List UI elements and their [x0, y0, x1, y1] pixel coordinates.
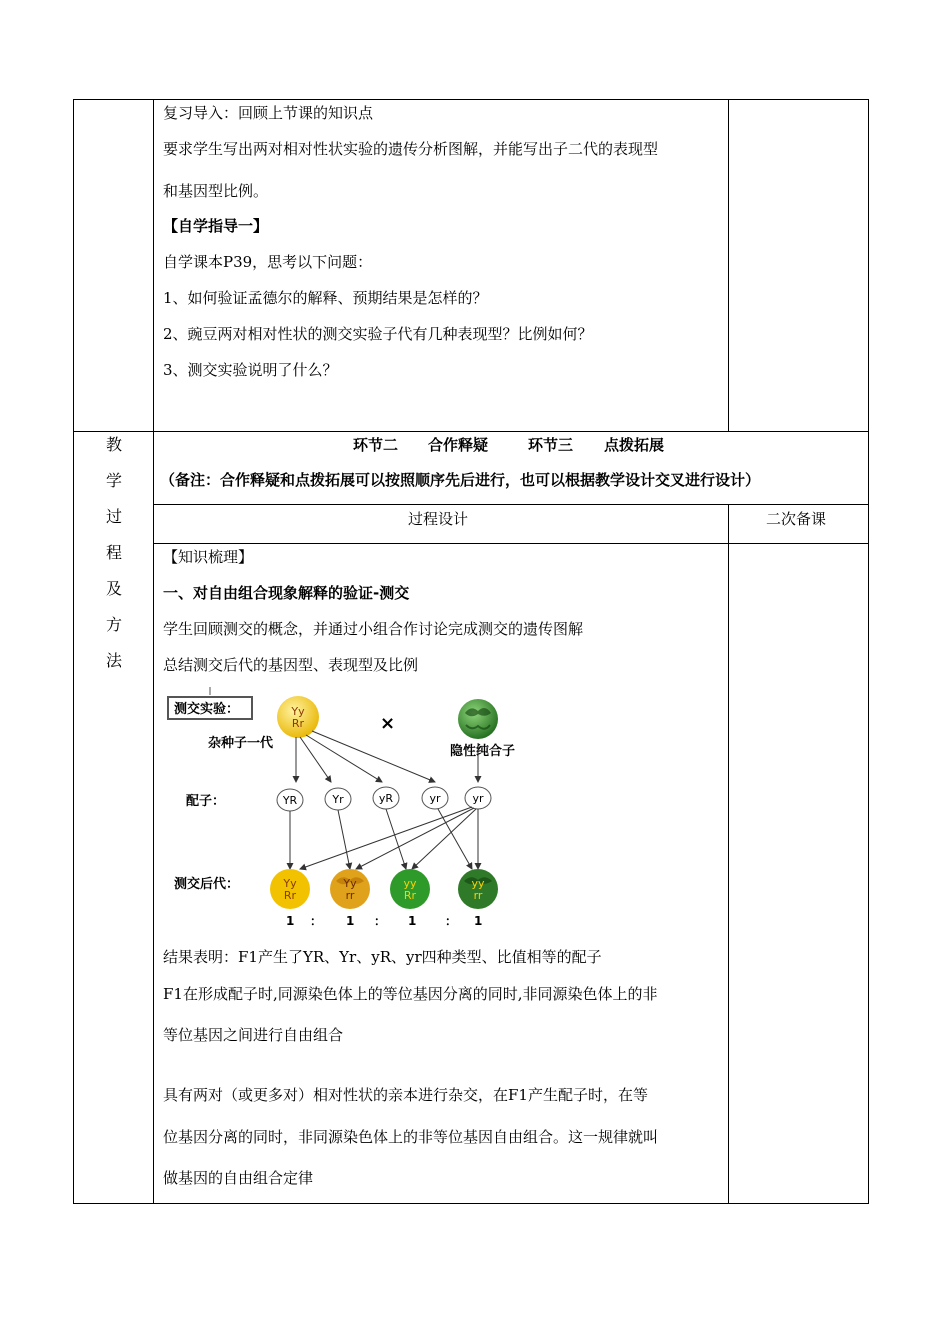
gamete-yr-1-label: yr	[429, 792, 441, 805]
section-title-a: 环节二	[353, 436, 399, 454]
guide-intro: 自学课本P39，思考以下问题：	[163, 253, 373, 271]
result-line-3: 等位基因之间进行自由组合	[163, 1026, 344, 1044]
side-label-char-7: 法	[105, 651, 122, 670]
ratio-sep-2: ：	[374, 914, 387, 928]
column-header-second-prep: 二次备课	[766, 510, 827, 528]
offspring-1-bottom: Rr	[283, 889, 297, 902]
knowledge-heading: 【知识梳理】	[163, 548, 254, 566]
f1-genotype-bottom: Rr	[291, 717, 305, 730]
table-border-top	[73, 99, 869, 100]
f1-genotype-top: Yy	[291, 705, 305, 718]
column-divider-1	[153, 99, 154, 1204]
ratio-sep-3: ：	[445, 914, 458, 928]
column-divider-2-top	[728, 99, 729, 432]
table-border-bottom	[73, 1203, 869, 1204]
row-divider-1	[73, 431, 869, 432]
section-title-d: 点拨拓展	[604, 436, 665, 454]
question-1: 1、如何验证孟德尔的解释、预期结果是怎样的？	[163, 289, 488, 307]
test-cross-label: 测交实验：	[174, 702, 240, 717]
column-divider-2-bottom	[728, 504, 729, 1204]
result-line-2: F1在形成配子时,同源染色体上的等位基因分离的同时,非同源染色体上的非	[163, 985, 658, 1003]
law-line-1: 具有两对（或更多对）相对性状的亲本进行杂交，在F1产生配子时，在等	[163, 1086, 648, 1104]
paragraph-2: 总结测交后代的基因型、表现型及比例	[163, 656, 419, 674]
guide-title: 【自学指导一】	[163, 217, 269, 235]
recessive-label: 隐性纯合子	[450, 744, 516, 759]
ratio-2: 1	[346, 914, 355, 928]
paragraph-1: 学生回顾测交的概念，并通过小组合作讨论完成测交的遗传图解	[163, 620, 584, 638]
ratio-4: 1	[474, 914, 483, 928]
side-label-char-1: 教	[105, 435, 122, 454]
ratio-3: 1	[408, 914, 417, 928]
gamete-yr-2-label: yr	[472, 792, 484, 805]
offspring-4-bottom: rr	[473, 889, 483, 902]
offspring-2-bottom: rr	[345, 889, 355, 902]
law-line-2: 位基因分离的同时，非同源染色体上的非等位基因自由组合。这一规律就叫	[163, 1128, 659, 1146]
gametes-label: 配子：	[186, 794, 226, 809]
offspring-3-bottom: Rr	[403, 889, 417, 902]
side-label-char-6: 方	[105, 615, 122, 634]
knowledge-subheading: 一、对自由组合现象解释的验证-测交	[163, 584, 410, 602]
test-cross-diagram	[160, 685, 520, 930]
section-title-b: 合作释疑	[428, 436, 489, 454]
cross-symbol: ×	[380, 713, 396, 734]
law-line-3: 做基因的自由组合定律	[163, 1169, 314, 1187]
row-divider-2	[153, 504, 869, 505]
section-note: （备注：合作释疑和点拨拓展可以按照顺序先后进行，也可以根据教学设计交叉进行设计）	[160, 471, 761, 489]
result-line-1: 结果表明：F1产生了YR、Yr、yR、yr四种类型、比值相等的配子	[163, 948, 602, 966]
ratio-sep-1: ：	[310, 914, 323, 928]
offspring-1-top: Yy	[283, 877, 297, 890]
gamete-YR-label: YR	[282, 794, 298, 807]
ratio-1: 1	[286, 914, 295, 928]
side-label-char-4: 程	[105, 543, 122, 562]
section-title-c: 环节三	[528, 436, 574, 454]
gamete-yR-label: yR	[378, 792, 394, 805]
intro-line-1: 复习导入：回顾上节课的知识点	[163, 104, 374, 122]
side-label-char-2: 学	[105, 471, 122, 490]
gamete-Yr-label: Yr	[332, 793, 344, 806]
intro-line-3: 和基因型比例。	[163, 182, 269, 200]
offspring-3-top: yy	[403, 877, 417, 890]
column-header-process: 过程设计	[408, 510, 469, 528]
f1-label: 杂种子一代	[208, 736, 274, 751]
question-2: 2、豌豆两对相对性状的测交实验子代有几种表现型？比例如何？	[163, 325, 593, 343]
row-divider-3	[153, 543, 869, 544]
question-3: 3、测交实验说明了什么？	[163, 361, 338, 379]
table-border-left	[73, 99, 74, 1204]
offspring-label: 测交后代：	[174, 877, 240, 892]
recessive-pea	[458, 699, 498, 739]
intro-line-2: 要求学生写出两对相对性状实验的遗传分析图解，并能写出子二代的表现型	[163, 140, 659, 158]
offspring-4-top: yy	[471, 877, 485, 890]
side-label-char-3: 过	[105, 507, 122, 526]
side-label-char-5: 及	[105, 579, 122, 598]
offspring-2-top: Yy	[343, 877, 357, 890]
table-border-right	[868, 99, 869, 1204]
